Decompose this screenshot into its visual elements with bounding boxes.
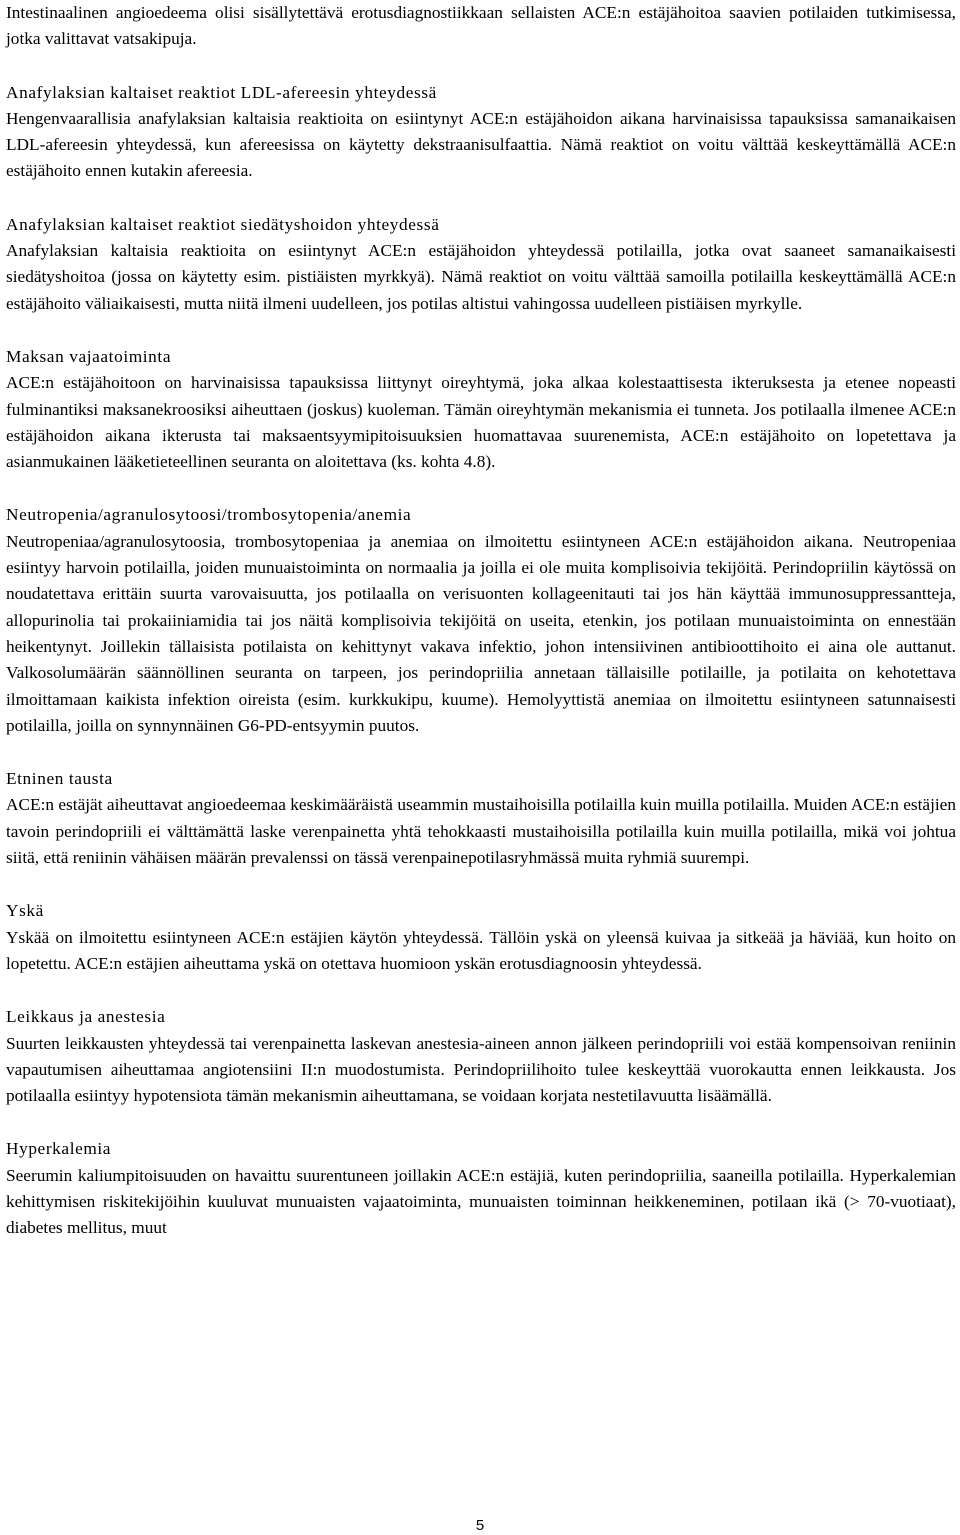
section-heading: Anafylaksian kaltaiset reaktiot siedätyshoidon yhteydessä [6, 214, 440, 234]
section-heading: Hyperkalemia [6, 1139, 112, 1159]
section-etninen-tausta [6, 766, 956, 871]
document-page [6, 0, 956, 1242]
section-neutropenia [6, 502, 956, 739]
section-heading: Neutropenia/agranulosytoosi/trombosytopenia/anemia [6, 505, 412, 525]
page-number: 5 [475, 1517, 485, 1534]
section-body: ACE:n estäjät aiheuttavat angioedeemaa keskimääräistä useammin mustaihoisilla potilailla kuin muilla potilailla. Muiden ACE:n estäjien tavoin perindopriili ei välttämättä laske verenpainetta yhtä tehokkaasti mustaihoisilla potilailla kuin muilla potilailla, mikä voi johtua siitä, että reniinin vähäisen määrän prevalenssi on tässä verenpainepotilasryhmässä muita ryhmiä suurempi. [6, 795, 956, 868]
section-heading: Anafylaksian kaltaiset reaktiot LDL-afereesin yhteydessä [6, 82, 437, 102]
section-heading: Yskä [6, 901, 44, 921]
section-body: Neutropeniaa/agranulosytoosia, trombosytopeniaa ja anemiaa on ilmoitettu esiintyneen ACE:n estäjähoidon aikana. Neutropeniaa esiintyy harvoin potilailla, joiden munuaistoiminta on normaalia ja joilla ei ole muita komplisoivia tekijöitä. Perindopriilin käytössä on noudatettava erittäin suurta varovaisuutta, jos potilaalla on verisuonten kollageenitauti tai jos hän käyttää immunosuppressantteja, allopurinolia tai prokaiiniamidia tai jos näitä komplisoivia tekijöitä on useita, etenkin, jos potilaan munuaistoiminta on ennestään heikentynyt. Joillekin tällaisista potilaista on kehittynyt vakava infektio, johon intensiivinen antibioottihoito ei aina ole auttanut. Valkosolumäärän säännöllinen seuranta on tarpeen, jos perindopriilia annetaan tällaisille potilaille, ja potilaita on kehotettava ilmoittamaan kaikista infektion oireista (esim. kurkkukipu, kuume). Hemolyyttistä anemiaa on ilmoitettu esiintyneen satunnaisesti potilailla, joilla on synnynnäinen G6-PD-entsyymin puutos. [6, 531, 956, 735]
section-body: Yskää on ilmoitettu esiintyneen ACE:n estäjien käytön yhteydessä. Tällöin yskä on yleensä kuivaa ja sitkeää ja häviää, kun hoito on lopetettu. ACE:n estäjien aiheuttama yskä on otettava huomioon yskän erotusdiagnoosin yhteydessä. [6, 927, 956, 973]
section-ldl-afereesi [6, 80, 956, 185]
intro-paragraph: Intestinaalinen angioedeema olisi sisällytettävä erotusdiagnostiikkaan sellaisten ACE:n estäjähoitoa saavien potilaiden tutkimisessa, jotka valittavat vatsakipuja. [6, 3, 956, 49]
section-heading: Leikkaus ja anestesia [6, 1007, 166, 1027]
section-yska [6, 898, 956, 977]
section-hyperkalemia [6, 1136, 956, 1241]
section-body: Seerumin kaliumpitoisuuden on havaittu suurentuneen joillakin ACE:n estäjiä, kuten perindopriilia, saaneilla potilailla. Hyperkalemian kehittymisen riskitekijöihin kuuluvat munuaisten vajaatoiminta, munuaisten toiminnan heikkeneminen, potilaan ikä (> 70-vuotiaat), diabetes mellitus, muut [6, 1165, 956, 1238]
section-body: Suurten leikkausten yhteydessä tai verenpainetta laskevan anestesia-aineen annon jälkeen perindopriili voi estää kompensoivan reniinin vapautumisen aiheuttamaa angiotensiini II:n muodostumista. Perindopriilihoito tulee keskeyttää vuorokautta ennen leikkausta. Jos potilaalla esiintyy hypotensiota tämän mekanismin aiheuttamana, se voidaan korjata nestetilavuutta lisäämällä. [6, 1033, 956, 1106]
section-body: Hengenvaarallisia anafylaksian kaltaisia reaktioita on esiintynyt ACE:n estäjähoidon aikana harvinaisissa tapauksissa samanaikaisen LDL-afereesin yhteydessä, kun afereesissa on käytetty dekstraanisulfaattia. Nämä reaktiot on voitu välttää keskeyttämällä ACE:n estäjähoito ennen kutakin afereesia. [6, 108, 956, 181]
section-maksan-vajaatoiminta [6, 344, 956, 475]
section-body: Anafylaksian kaltaisia reaktioita on esiintynyt ACE:n estäjähoidon yhteydessä potilailla, jotka ovat saaneet samanaikaisesti siedätyshoitoa (jossa on käytetty esim. pistiäisten myrkkyä). Nämä reaktiot on voitu välttää samoilla potilailla keskeyttämällä ACE:n estäjähoito väliaikaisesti, mutta niitä ilmeni uudelleen, jos potilas altistui vahingossa uudelleen pistiäisen myrkylle. [6, 241, 956, 313]
section-body: ACE:n estäjähoitoon on harvinaisissa tapauksissa liittynyt oireyhtymä, joka alkaa kolestaattisesta ikteruksesta ja etenee nopeasti fulminantiksi maksanekroosiksi aiheuttaen (joskus) kuoleman. Tämän oireyhtymän mekanismia ei tunneta. Jos potilaalla ilmenee ACE:n estäjähoidon aikana ikterusta tai maksaentsyymipitoisuuksien huomattavaa suurenemista, ACE:n estäjähoito on lopetettava ja asianmukainen lääketieteellinen seuranta on aloitettava (ks. kohta 4.8). [6, 373, 956, 472]
section-heading: Etninen tausta [6, 769, 113, 789]
section-heading: Maksan vajaatoiminta [6, 346, 172, 366]
section-leikkaus-anestesia [6, 1004, 956, 1109]
section-siedatyshoito [6, 212, 956, 317]
